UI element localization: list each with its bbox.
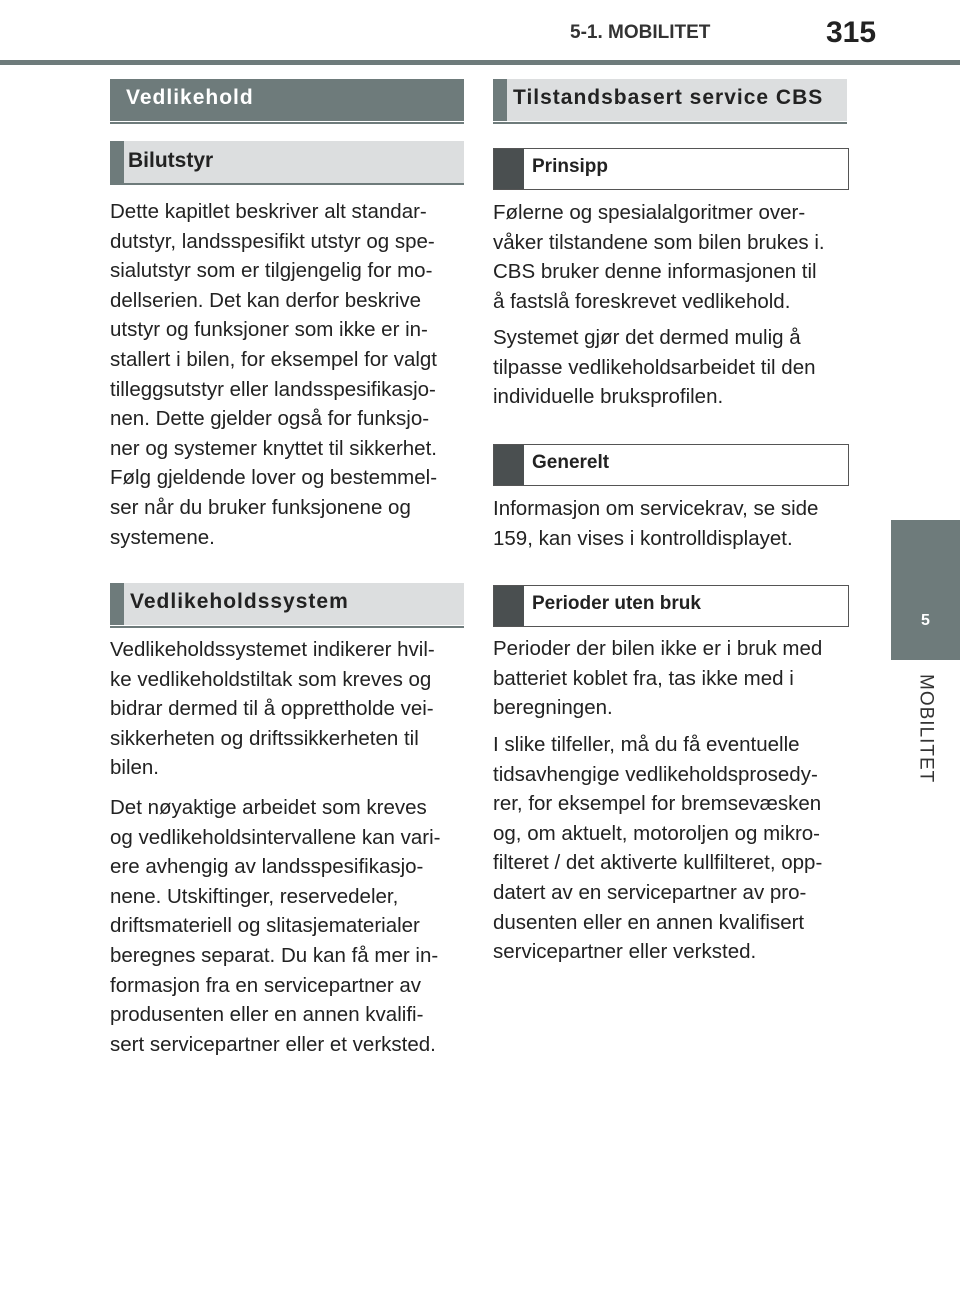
subheading-text: Bilutstyr — [128, 149, 214, 172]
subheading-generelt — [493, 444, 849, 486]
subheading-text: Vedlikeholdssystem — [130, 590, 349, 613]
paragraph: Systemet gjør det dermed mulig å tilpasse vedlikeholdsarbeidet til den individuelle bruksprofilen. — [493, 326, 816, 409]
heading-vedlikehold — [110, 79, 464, 121]
subheading-text: Prinsipp — [532, 156, 609, 177]
subheading-text: Generelt — [532, 452, 610, 473]
subheading-text: Perioder uten bruk — [532, 593, 701, 614]
paragraph: Perioder der bilen ikke er i bruk med batteriet koblet fra, tas ikke med i beregningen. — [493, 637, 823, 720]
paragraph: Informasjon om servicekrav, se side 159, kan vises i kontrolldisplayet. — [493, 497, 819, 550]
subheading-bilutstyr — [110, 141, 464, 185]
page-number: 315 — [826, 16, 877, 49]
chapter-tab-label — [891, 660, 960, 860]
paragraph: Det nøyaktige arbeidet som kreves og vedlikeholdsintervallene kan vari- ere avhengig av landsspesifikasjo- nene. Utskiftinger, reservedeler, driftsmateriell og slitasjematerialer beregnes separat. Du kan få mer in- formasjon fra en servicepartner av produsenten eller en annen kvalifi- sert servicepartner eller et verksted. — [110, 796, 441, 1056]
subheading-prinsipp — [493, 148, 849, 190]
heading-text: Tilstandsbasert service CBS — [513, 86, 824, 109]
paragraph: Dette kapitlet beskriver alt standar- dutstyr, landsspesifikt utstyr og spe- sialutstyr som er tilgjengelig for mo- dellserien. Det kan derfor beskrive utstyr og funksjoner som ikke er in- stallert i bilen, for eksempel for valgt tilleggsutstyr eller landsspesifikasjo- nen. Dette gjelder også for funksjo- ner og systemer knyttet til sikkerhet. Følg gjeldende lover og bestemmel- ser når du bruker funksjonene og systemene. — [110, 200, 438, 549]
paragraph: Følerne og spesialalgoritmer over- våker tilstandene som bilen brukes i. CBS bruker denne informasjonen til å fastslå foreskrevet vedlikehold. — [493, 201, 825, 313]
paragraph: I slike tilfeller, må du få eventuelle tidsavhengige vedlikeholdsprosedy- rer, for eksempel for bremsevæsken og, om aktuelt, motoroljen og mikro- filteret / det aktiverte kullfilteret, opp- datert av en servicepartner av pro- dusenten eller en annen kvalifisert servicepartner eller verksted. — [493, 733, 823, 964]
chapter-tab — [891, 520, 960, 660]
subheading-vedlikeholdssystem — [110, 583, 464, 625]
header-rule — [0, 60, 960, 65]
paragraph: Vedlikeholdssystemet indikerer hvil- ke vedlikeholdstiltak som kreves og bidrar dermed til å opprettholde vei- sikkerheten og driftssikkerheten til bilen. — [110, 638, 435, 780]
heading-text: Vedlikehold — [126, 86, 254, 109]
subheading-perioder — [493, 585, 849, 627]
section-title: 5-1. MOBILITET — [570, 22, 711, 43]
chapter-number: 5 — [921, 612, 930, 629]
heading-cbs — [493, 79, 847, 121]
chapter-label: MOBILITET — [915, 674, 937, 784]
